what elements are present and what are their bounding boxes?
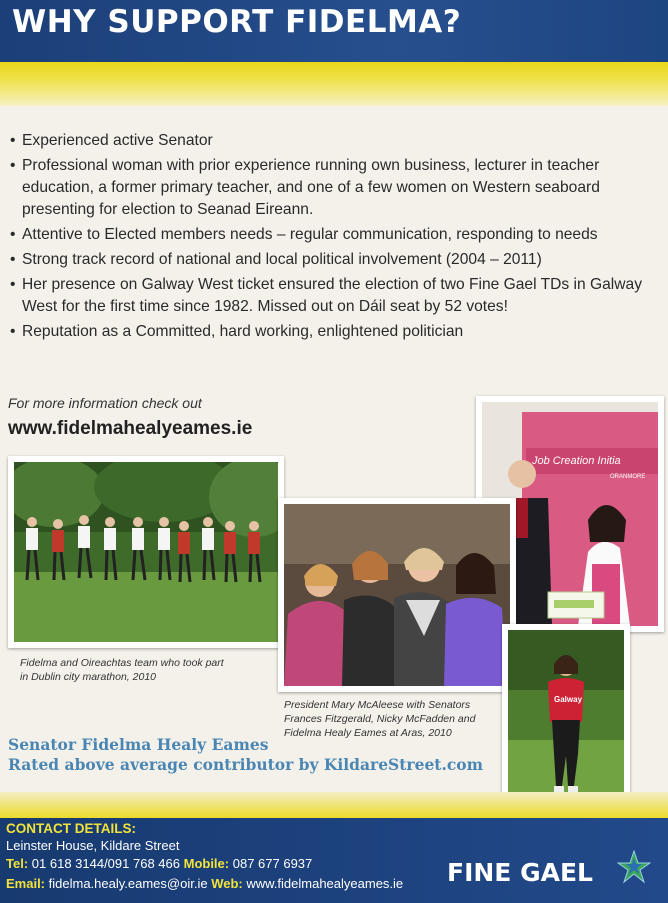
list-item: • Professional woman with prior experience running own business, lecturer in teacher education, a former primary teacher, and one of a few women on Western seaboard presenting for election to Seanad Eireann. — [10, 155, 665, 221]
running-image — [508, 630, 624, 810]
page-title: WHY SUPPORT FIDELMA? — [12, 4, 462, 40]
fine-gael-logo-text: FINE GAEL — [447, 858, 593, 887]
list-item: • Her presence on Galway West ticket ensured the election of two Fine Gael TDs in Galway West for the first time since 1982. Missed out on Dáil seat by 52 votes! — [10, 274, 665, 318]
phone-number[interactable]: 01 618 3144/091 768 466 — [31, 856, 180, 871]
svg-text:Galway: Galway — [554, 695, 583, 704]
marathon-caption: Fidelma and Oireachtas team who took part in Dublin city marathon, 2010 — [20, 657, 224, 683]
list-item: • Strong track record of national and local political involvement (2004 – 2011) — [10, 249, 665, 271]
star-logo-icon — [617, 850, 651, 884]
email-link[interactable]: fidelma.healy.eames@oir.ie — [48, 876, 208, 891]
president-caption: President Mary McAleese with Senators Frances Fitzgerald, Nicky McFadden and Fidelma Healy Eames at Aras, 2010 — [284, 699, 476, 739]
contact-address: Leinster House, Kildare Street — [6, 838, 180, 853]
photo-running — [502, 624, 630, 816]
president-image — [284, 504, 510, 686]
list-item: • Attentive to Elected members needs – regular communication, responding to needs — [10, 224, 665, 246]
yellow-band-top — [0, 62, 668, 106]
list-item: • Experienced active Senator — [10, 130, 665, 152]
list-item: • Reputation as a Committed, hard working, enlightened politician — [10, 321, 665, 343]
photo-marathon-team — [8, 456, 284, 648]
mobile-number[interactable]: 087 677 6937 — [232, 856, 313, 871]
svg-text:Job Creation Initia: Job Creation Initia — [532, 455, 621, 467]
contact-phone-line: Tel: 01 618 3144/091 768 466 Mobile: 087 677 6937 — [6, 856, 313, 871]
photo-president — [278, 498, 516, 692]
marathon-image — [14, 462, 278, 642]
header-banner — [0, 0, 668, 62]
website-link[interactable]: www.fidelmahealyeames.ie — [8, 418, 253, 439]
senator-rating: Senator Fidelma Healy Eames Rated above average contributor by KildareStreet.com — [8, 735, 484, 774]
svg-text:ORANMORE: ORANMORE — [610, 474, 646, 480]
contact-footer — [0, 818, 668, 903]
bullet-list — [10, 130, 665, 346]
yellow-band-bottom — [0, 792, 668, 818]
contact-email-line: Email: fidelma.healy.eames@oir.ie Web: www.fidelmahealyeames.ie — [6, 876, 404, 891]
contact-heading: CONTACT DETAILS: — [6, 821, 136, 836]
more-info-text: For more information check out — [8, 395, 202, 411]
web-link[interactable]: www.fidelmahealyeames.ie — [246, 876, 404, 891]
